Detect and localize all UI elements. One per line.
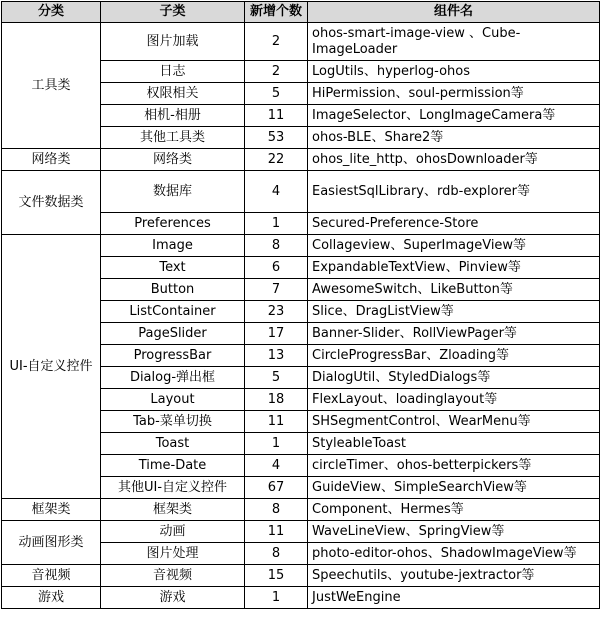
table-row <box>2 499 600 521</box>
count-cell: 23 <box>245 301 308 323</box>
components-cell: JustWeEngine <box>308 587 600 609</box>
category-cell: 动画图形类 <box>2 521 101 565</box>
count-cell: 8 <box>245 235 308 257</box>
category-cell: 游戏 <box>2 587 101 609</box>
subcategory-cell: 图片加载 <box>101 23 245 61</box>
subcategory-cell: 框架类 <box>101 499 245 521</box>
category-cell: 工具类 <box>2 23 101 149</box>
header-category: 分类 <box>2 2 101 23</box>
subcategory-cell: Toast <box>101 433 245 455</box>
subcategory-cell: 数据库 <box>101 171 245 213</box>
components-cell: photo-editor-ohos、ShadowImageView等 <box>308 543 600 565</box>
subcategory-cell: 网络类 <box>101 149 245 171</box>
components-cell: CircleProgressBar、Zloading等 <box>308 345 600 367</box>
count-cell: 11 <box>245 105 308 127</box>
components-cell: WaveLineView、SpringView等 <box>308 521 600 543</box>
components-cell: EasiestSqlLibrary、rdb-explorer等 <box>308 171 600 213</box>
count-cell: 22 <box>245 149 308 171</box>
count-cell: 5 <box>245 367 308 389</box>
components-cell: ExpandableTextView、Pinview等 <box>308 257 600 279</box>
header-subcategory: 子类 <box>101 2 245 23</box>
components-cell: FlexLayout、loadinglayout等 <box>308 389 600 411</box>
category-cell: 框架类 <box>2 499 101 521</box>
header-count: 新增个数 <box>245 2 308 23</box>
components-cell: AwesomeSwitch、LikeButton等 <box>308 279 600 301</box>
components-cell: ohos-BLE、Share2等 <box>308 127 600 149</box>
category-cell: 网络类 <box>2 149 101 171</box>
subcategory-cell: Tab-菜单切换 <box>101 411 245 433</box>
subcategory-cell: 权限相关 <box>101 83 245 105</box>
components-cell: circleTimer、ohos-betterpickers等 <box>308 455 600 477</box>
subcategory-cell: 其他工具类 <box>101 127 245 149</box>
components-cell: HiPermission、soul-permission等 <box>308 83 600 105</box>
count-cell: 7 <box>245 279 308 301</box>
count-cell: 53 <box>245 127 308 149</box>
components-cell: Speechutils、youtube-jextractor等 <box>308 565 600 587</box>
components-cell: Banner-Slider、RollViewPager等 <box>308 323 600 345</box>
components-cell: ohos-smart-image-view 、Cube-ImageLoader <box>308 23 600 61</box>
subcategory-cell: Preferences <box>101 213 245 235</box>
components-cell: Secured-Preference-Store <box>308 213 600 235</box>
count-cell: 4 <box>245 171 308 213</box>
count-cell: 8 <box>245 499 308 521</box>
components-cell: Slice、DragListView等 <box>308 301 600 323</box>
components-cell: DialogUtil、StyledDialogs等 <box>308 367 600 389</box>
count-cell: 15 <box>245 565 308 587</box>
count-cell: 17 <box>245 323 308 345</box>
subcategory-cell: PageSlider <box>101 323 245 345</box>
count-cell: 2 <box>245 61 308 83</box>
count-cell: 13 <box>245 345 308 367</box>
count-cell: 4 <box>245 455 308 477</box>
table-row <box>2 587 600 609</box>
category-cell: 文件数据类 <box>2 171 101 235</box>
subcategory-cell: Text <box>101 257 245 279</box>
count-cell: 11 <box>245 521 308 543</box>
subcategory-cell: ProgressBar <box>101 345 245 367</box>
table-row <box>2 235 600 257</box>
subcategory-cell: Time-Date <box>101 455 245 477</box>
count-cell: 6 <box>245 257 308 279</box>
subcategory-cell: 音视频 <box>101 565 245 587</box>
subcategory-cell: Dialog-弹出框 <box>101 367 245 389</box>
components-cell: GuideView、SimpleSearchView等 <box>308 477 600 499</box>
subcategory-cell: 相机-相册 <box>101 105 245 127</box>
subcategory-cell: 其他UI-自定义控件 <box>101 477 245 499</box>
count-cell: 1 <box>245 433 308 455</box>
components-cell: SHSegmentControl、WearMenu等 <box>308 411 600 433</box>
count-cell: 1 <box>245 213 308 235</box>
category-cell: 音视频 <box>2 565 101 587</box>
table-row <box>2 149 600 171</box>
count-cell: 8 <box>245 543 308 565</box>
subcategory-cell: 动画 <box>101 521 245 543</box>
subcategory-cell: 游戏 <box>101 587 245 609</box>
subcategory-cell: ListContainer <box>101 301 245 323</box>
count-cell: 2 <box>245 23 308 61</box>
components-cell: StyleableToast <box>308 433 600 455</box>
count-cell: 5 <box>245 83 308 105</box>
table-row <box>2 521 600 543</box>
table-row <box>2 565 600 587</box>
component-table <box>1 1 600 609</box>
header-components: 组件名 <box>308 2 600 23</box>
header-row <box>2 2 600 23</box>
subcategory-cell: 日志 <box>101 61 245 83</box>
count-cell: 67 <box>245 477 308 499</box>
subcategory-cell: Image <box>101 235 245 257</box>
components-cell: Collageview、SuperImageView等 <box>308 235 600 257</box>
count-cell: 18 <box>245 389 308 411</box>
table-row <box>2 171 600 213</box>
subcategory-cell: 图片处理 <box>101 543 245 565</box>
table-row <box>2 23 600 61</box>
subcategory-cell: Button <box>101 279 245 301</box>
count-cell: 1 <box>245 587 308 609</box>
subcategory-cell: Layout <box>101 389 245 411</box>
components-cell: ohos_lite_http、ohosDownloader等 <box>308 149 600 171</box>
category-cell: UI-自定义控件 <box>2 235 101 499</box>
components-cell: Component、Hermes等 <box>308 499 600 521</box>
table-body <box>2 23 600 609</box>
count-cell: 11 <box>245 411 308 433</box>
components-cell: LogUtils、hyperlog-ohos <box>308 61 600 83</box>
components-cell: ImageSelector、LongImageCamera等 <box>308 105 600 127</box>
